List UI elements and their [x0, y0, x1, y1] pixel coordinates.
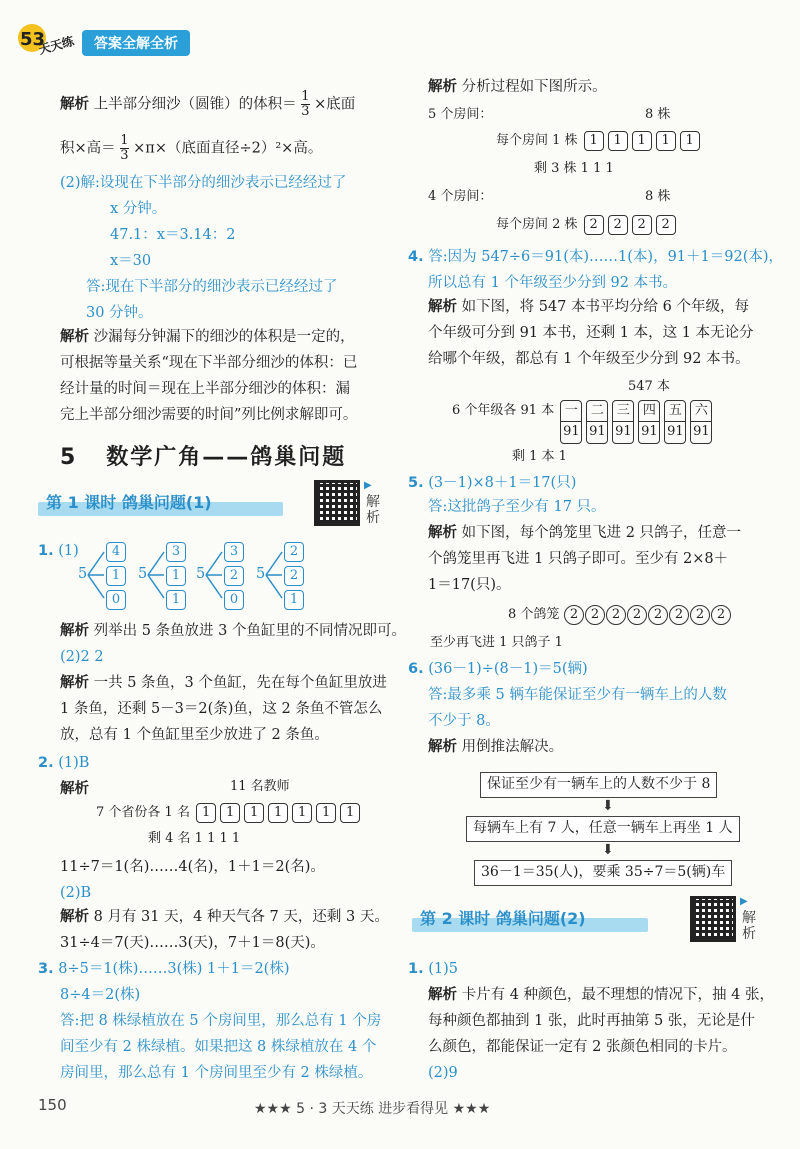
q2-line-6: 30 分钟。	[86, 305, 153, 321]
books-547: 547 本	[628, 379, 670, 394]
p2-row2: 剩 4 名 1 1 1 1	[148, 831, 241, 846]
q2-line-2: x 分钟。	[110, 201, 167, 217]
p3-line-2: 8÷4＝2(株)	[60, 987, 141, 1003]
qr-code-lesson1[interactable]	[314, 480, 360, 526]
plants-8a: 8 株	[645, 107, 671, 122]
problem-6-number: 6. (36－1)÷(8－1)＝5(辆)	[408, 661, 588, 677]
flow-step-2: 每辆车上有 7 人，任意一辆车上再坐 1 人	[466, 816, 740, 842]
jiexi-line-1: 解析 上半部分细沙（圆锥）的体积＝ $\frac{1}{3}$ ×底面	[60, 89, 356, 119]
lesson-1-title: 第 1 课时 鸽巢问题(1)	[38, 488, 283, 518]
row-5-rooms: 每个房间 1 株 1 1 1 1 1	[496, 130, 702, 152]
q2-line-5: 答:现在下半部分的细沙表示已经经过了	[86, 279, 338, 295]
row-4-rooms: 每个房间 2 株 2 2 2 2	[496, 214, 678, 236]
p1-jiexi2-2: 1 条鱼，还剩 5－3＝2(条)鱼，这 2 条鱼不管怎么	[60, 701, 383, 717]
p6-line-3: 不少于 8。	[428, 713, 500, 729]
problem-1-number: 1. (1)	[38, 543, 79, 559]
logo	[14, 18, 76, 60]
p6-line-2: 答:最多乘 5 辆车能保证至少有一辆车上的人数	[428, 687, 727, 703]
p5-jiexi-3: 1＝17(只)。	[428, 577, 511, 593]
qr-label: 解析	[742, 910, 756, 942]
p2-teachers: 11 名教师	[230, 779, 290, 794]
p1-jiexi2-3: 放，总有 1 个鱼缸里至少放进了 2 条鱼。	[60, 727, 329, 743]
p1-jiexi: 解析 列举出 5 条鱼放进 3 个鱼缸里的不同情况即可。	[60, 623, 406, 639]
jiexi-line-2: 积×高＝ $\frac{1}{3}$ ×π×（底面直径÷2）²×高。	[60, 133, 323, 163]
p3-line-5: 房间里，那么总有 1 个房间里至少有 2 株绿植。	[60, 1065, 373, 1081]
p2-answer-2: (2)B	[60, 885, 92, 901]
p4-jiexi-3: 给哪个年级，都总有 1 个年级至少分到 92 本书。	[428, 351, 750, 367]
p2-calc: 11÷7＝1(名)……4(名)，1＋1＝2(名)。	[60, 859, 325, 875]
q1-jiexi-1: 解析 卡片有 4 种颜色，最不理想的情况下，抽 4 张，	[428, 987, 774, 1003]
grades-diagram: 6 个年级各 91 本 一 91 二 91 三 91 四 91 五 91 六 91	[452, 400, 714, 444]
q2-line-1: (2)解:设现在下半部分的细沙表示已经经过了	[60, 175, 347, 191]
arrow-down-icon: ⬇	[602, 842, 614, 858]
svg-text:天天练: 天天练	[37, 34, 76, 57]
jiexi-2-line-4: 完上半部分细沙需要的时间”列比例求解即可。	[60, 407, 358, 423]
qr-code-lesson2[interactable]	[690, 896, 736, 942]
cages-row: 8 个鸽笼 2 2 2 2 2 2 2 2	[508, 604, 732, 626]
p3-line-4: 间至少有 2 株绿植。如果把这 8 株绿植放在 4 个	[60, 1039, 377, 1055]
problem-4-number: 4. 答:因为 547÷6＝91(本)……1(本)，91＋1＝92(本)，	[408, 249, 784, 265]
p1-jiexi2-1: 解析 一共 5 条鱼，3 个鱼缸，先在每个鱼缸里放进	[60, 675, 387, 691]
p2-jiexi-label: 解析	[60, 781, 89, 797]
problem-5-number: 5. (3－1)×8＋1＝17(只)	[408, 475, 577, 491]
p2-row1: 7 个省份各 1 名 1 1 1 1 1 1 1	[96, 802, 362, 824]
play-icon: ▶	[364, 480, 372, 491]
jiexi-2-line-1: 解析 沙漏每分钟漏下的细沙的体积是一定的，	[60, 329, 355, 345]
remaining-1: 剩 1 本 1	[512, 449, 567, 464]
q2-line-4: x＝30	[110, 253, 152, 269]
q2-line-3: 47.1：x＝3.14：2	[110, 227, 236, 243]
jiexi-2-line-2: 可根据等量关系“现在下半部分细沙的体积：已	[60, 355, 358, 371]
q1-number: 1. (1)5	[408, 961, 458, 977]
p5-jiexi-1: 解析 如下图，每个鸽笼里飞进 2 只鸽子，任意一	[428, 525, 742, 541]
rooms-5: 5 个房间：	[428, 107, 493, 122]
p3-line-3: 答:把 8 株绿植放在 5 个房间里，那么总有 1 个房	[60, 1013, 382, 1029]
p4-jiexi-2: 个年级可分到 91 本书，还剩 1 本，这 1 本无论分	[428, 325, 754, 341]
jiexi-2-line-3: 经计量的时间＝现在上半部分细沙的体积：漏	[60, 381, 350, 397]
fish-tree-diagrams: 5 4 1 0 5 3 1 1 5 3 2 0 5 2 2 1	[78, 540, 318, 614]
qr-label: 解析	[366, 494, 380, 526]
p5-answer: 答:这批鸽子至少有 17 只。	[428, 499, 606, 515]
cages-remaining: 至少再飞进 1 只鸽子 1	[430, 635, 563, 650]
svg-text:53: 53	[20, 29, 46, 50]
p6-jiexi: 解析 用倒推法解决。	[428, 739, 564, 755]
plants-8b: 8 株	[645, 189, 671, 204]
q1-jiexi-3: 么颜色，都能保证一定有 2 张颜色相同的卡片。	[428, 1039, 737, 1055]
section-heading: 5 数学广角——鸽巢问题	[60, 445, 347, 470]
play-icon: ▶	[740, 896, 748, 907]
q1-jiexi-2: 每种颜色都抽到 1 张，此时再抽第 5 张，无论是什	[428, 1013, 755, 1029]
row-5-remaining: 剩 3 株 1 1 1	[534, 161, 614, 176]
q1-answer-2: (2)9	[428, 1065, 458, 1081]
p2-calc2: 31÷4＝7(天)……3(天)，7＋1＝8(天)。	[60, 935, 325, 951]
r-jiexi-intro: 解析 分析过程如下图所示。	[428, 79, 607, 95]
arrow-down-icon: ⬇	[602, 798, 614, 814]
flow-step-1: 保证至少有一辆车上的人数不少于 8	[480, 772, 717, 798]
flow-step-3: 36－1＝35(人)，要乘 35÷7＝5(辆)车	[474, 860, 732, 886]
rooms-4: 4 个房间：	[428, 189, 493, 204]
problem-3-number: 3. 8÷5＝1(株)……3(株) 1＋1＝2(株)	[38, 961, 290, 977]
p4-jiexi-1: 解析 如下图，将 547 本书平均分给 6 个年级，每	[428, 299, 749, 315]
p1-answer-2: (2)2 2	[60, 649, 104, 665]
p4-line-2: 所以总有 1 个年级至少分到 92 本书。	[428, 275, 678, 291]
header-tag: 答案全解全析	[82, 30, 190, 56]
p2-jiexi2: 解析 8 月有 31 天，4 种天气各 7 天，还剩 3 天。	[60, 909, 389, 925]
p5-jiexi-2: 个鸽笼里再飞进 1 只鸽子即可。至少有 2×8＋	[428, 551, 729, 567]
footer-slogan: ★★★ 5 · 3 天天练 进步看得见 ★★★	[254, 1101, 491, 1117]
page-number: 150	[38, 1096, 67, 1114]
lesson-2-title: 第 2 课时 鸽巢问题(2)	[412, 904, 648, 934]
problem-2-number: 2. (1)B	[38, 755, 90, 771]
